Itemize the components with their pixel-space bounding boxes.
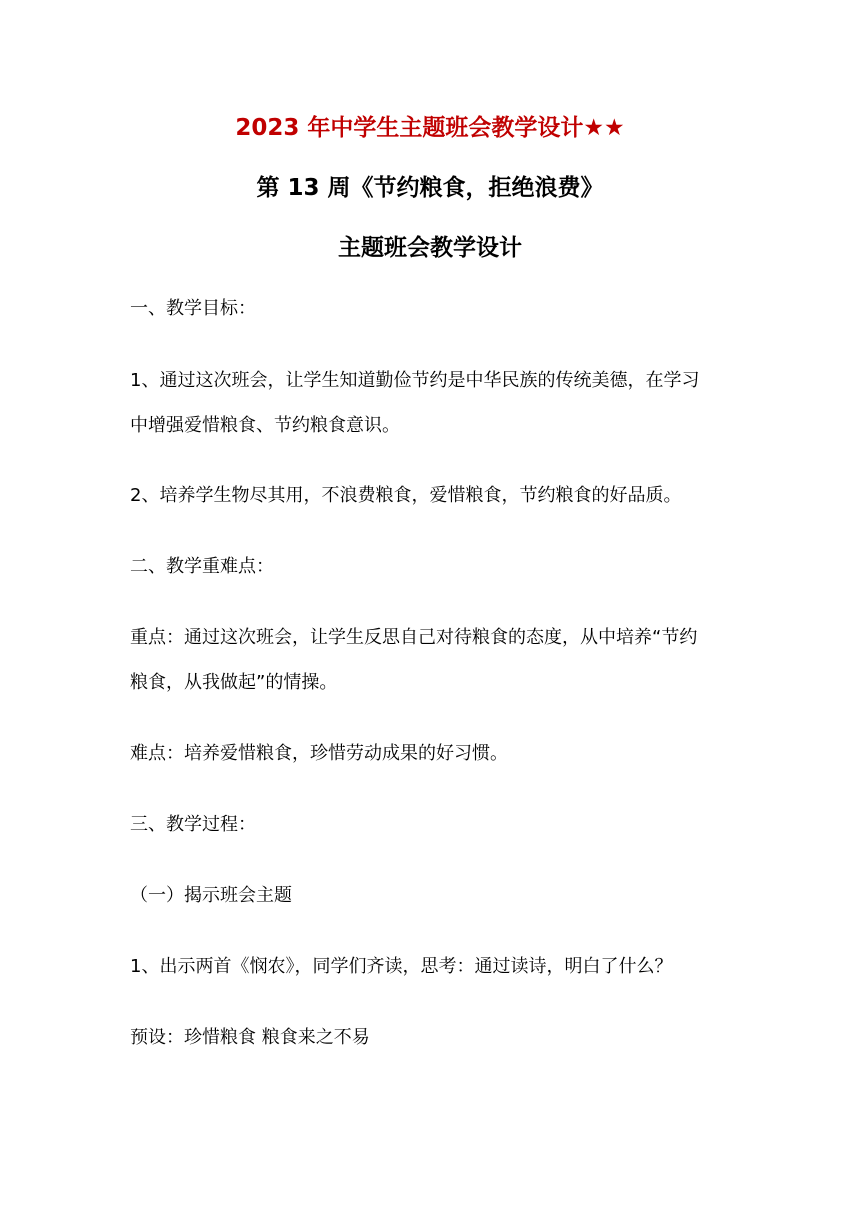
- section-heading-key-points: 二、教学重难点：: [130, 556, 274, 577]
- paragraph-line: 中增强爱惜粮食、节约粮食意识。: [130, 415, 400, 436]
- paragraph-line: 2、培养学生物尽其用，不浪费粮食，爱惜粮食，节约粮食的好品质。: [130, 485, 682, 506]
- document-title: 2023 年中学生主题班会教学设计★★: [235, 115, 625, 141]
- paragraph-line: 粮食，从我做起”的情操。: [130, 672, 338, 693]
- section-heading-objectives: 一、教学目标：: [130, 298, 256, 319]
- paragraph-line: 难点：培养爱惜粮食，珍惜劳动成果的好习惯。: [130, 743, 508, 764]
- document-subtitle-2: 主题班会教学设计: [338, 235, 522, 261]
- paragraph-line: 1、通过这次班会，让学生知道勤俭节约是中华民族的传统美德，在学习: [130, 370, 700, 391]
- section-heading-process: 三、教学过程：: [130, 814, 256, 835]
- paragraph-line: 重点：通过这次班会，让学生反思自己对待粮食的态度，从中培养“节约: [130, 627, 698, 648]
- paragraph-line: 预设：珍惜粮食 粮食来之不易: [130, 1027, 370, 1048]
- document-subtitle: 第 13 周《节约粮食，拒绝浪费》: [256, 175, 604, 201]
- paragraph-line: 1、出示两首《悯农》，同学们齐读，思考：通过读诗，明白了什么？: [130, 956, 673, 977]
- subsection-heading: （一）揭示班会主题: [130, 885, 292, 906]
